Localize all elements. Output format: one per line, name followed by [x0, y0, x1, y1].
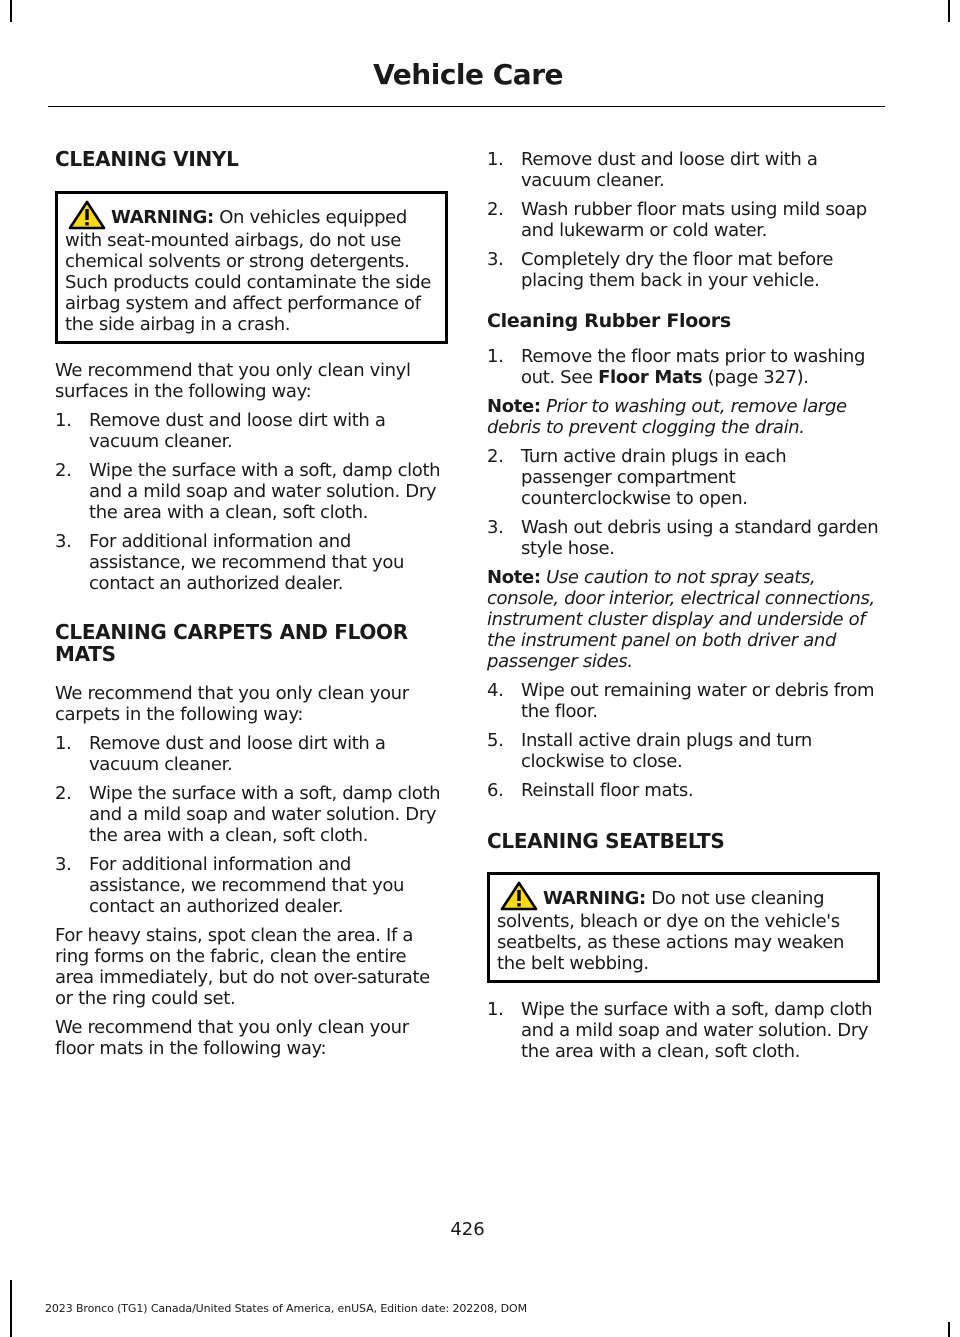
- page-header-title: Vehicle Care: [373, 58, 563, 91]
- list-item: 3. Completely dry the floor mat before placing them back in your vehicle.: [487, 249, 834, 291]
- warning-box-vinyl: [55, 191, 448, 344]
- warning-triangle-icon: [65, 200, 109, 230]
- warning-text: Do not use cleaning solvents, bleach or dye on the vehicle's seatbelts, as these actions may weaken the belt webbing.: [497, 888, 844, 974]
- rubber-steps-a: [487, 446, 880, 559]
- list-item: 1. Remove the floor mats prior to washing out. See Floor Mats (page 327).: [487, 346, 866, 388]
- list-item: 5. Install active drain plugs and turn clockwise to close.: [487, 730, 812, 772]
- list-item: 4. Wipe out remaining water or debris from the floor.: [487, 680, 875, 722]
- note-debris: Note: Prior to washing out, remove large debris to prevent clogging the drain.: [487, 396, 847, 438]
- vinyl-intro: We recommend that you only clean vinyl surfaces in the following way:: [55, 360, 411, 402]
- warning-box-seatbelts: [487, 872, 880, 983]
- page-number: 426: [450, 1219, 485, 1240]
- section-heading-seatbelts: CLEANING SEATBELTS: [487, 829, 725, 853]
- list-item: 1. Remove dust and loose dirt with a vacuum cleaner.: [487, 149, 818, 191]
- crop-mark-top-right: [948, 0, 950, 22]
- list-item: 3. For additional information and assistance, we recommend that you contact an authorized dealer.: [55, 531, 405, 594]
- list-item: 2. Wipe the surface with a soft, damp cloth and a mild soap and water solution. Dry the area with a clean, soft cloth.: [55, 783, 441, 846]
- list-item: 2. Wipe the surface with a soft, damp cloth and a mild soap and water solution. Dry the area with a clean, soft cloth.: [55, 460, 441, 523]
- right-column: [487, 149, 880, 1062]
- left-column: [55, 140, 448, 1059]
- list-item: 2. Turn active drain plugs in each passenger compartment counterclockwise to open.: [487, 446, 787, 509]
- list-item: 1. Wipe the surface with a soft, damp cloth and a mild soap and water solution. Dry the area with a clean, soft cloth.: [487, 999, 873, 1062]
- floor-mats-intro: We recommend that you only clean your floor mats in the following way:: [55, 1017, 409, 1059]
- warning-label: WARNING:: [543, 888, 646, 909]
- list-item: 3. Wash out debris using a standard garden style hose.: [487, 517, 879, 559]
- list-item: 1. Remove dust and loose dirt with a vacuum cleaner.: [55, 733, 386, 775]
- note-caution: Note: Use caution to not spray seats, console, door interior, electrical connections, instrument cluster display and underside of the instrument panel on both driver and passenger sides.: [487, 567, 875, 672]
- vinyl-steps: [55, 410, 448, 594]
- seatbelts-steps: [487, 999, 880, 1062]
- warning-triangle-icon: [497, 881, 541, 911]
- carpets-steps: [55, 733, 448, 917]
- subheading-rubber-floors: Cleaning Rubber Floors: [487, 310, 731, 332]
- section-heading-carpets: CLEANING CARPETS AND FLOOR MATS: [55, 620, 408, 666]
- floor-mats-link[interactable]: Floor Mats: [598, 367, 703, 388]
- crop-mark-bottom-left: [10, 1280, 12, 1337]
- warning-text: On vehicles equipped with seat-mounted airbags, do not use chemical solvents or strong detergents. Such products could contaminate the side airbag system and affect performance of the side airbag in a crash.: [65, 207, 432, 335]
- crop-mark-bottom-right: [948, 1322, 950, 1337]
- stains-paragraph: For heavy stains, spot clean the area. If a ring forms on the fabric, clean the entire area immediately, but do not over-saturate or the ring could set.: [55, 925, 430, 1009]
- floor-mats-steps: [487, 149, 880, 291]
- warning-label: WARNING:: [111, 207, 214, 228]
- footer-edition-info: 2023 Bronco (TG1) Canada/United States of America, enUSA, Edition date: 202208, DOM: [45, 1302, 527, 1315]
- carpets-intro: We recommend that you only clean your carpets in the following way:: [55, 683, 409, 725]
- section-heading-cleaning-vinyl: CLEANING VINYL: [55, 147, 239, 171]
- rubber-step-1: [487, 346, 880, 388]
- list-item: 6. Reinstall floor mats.: [487, 780, 694, 801]
- header-divider: [48, 106, 885, 107]
- rubber-steps-b: [487, 680, 880, 801]
- list-item: 2. Wash rubber floor mats using mild soap and lukewarm or cold water.: [487, 199, 867, 241]
- crop-mark-top-left: [10, 0, 12, 22]
- list-item: 1. Remove dust and loose dirt with a vacuum cleaner.: [55, 410, 386, 452]
- list-item: 3. For additional information and assistance, we recommend that you contact an authorized dealer.: [55, 854, 405, 917]
